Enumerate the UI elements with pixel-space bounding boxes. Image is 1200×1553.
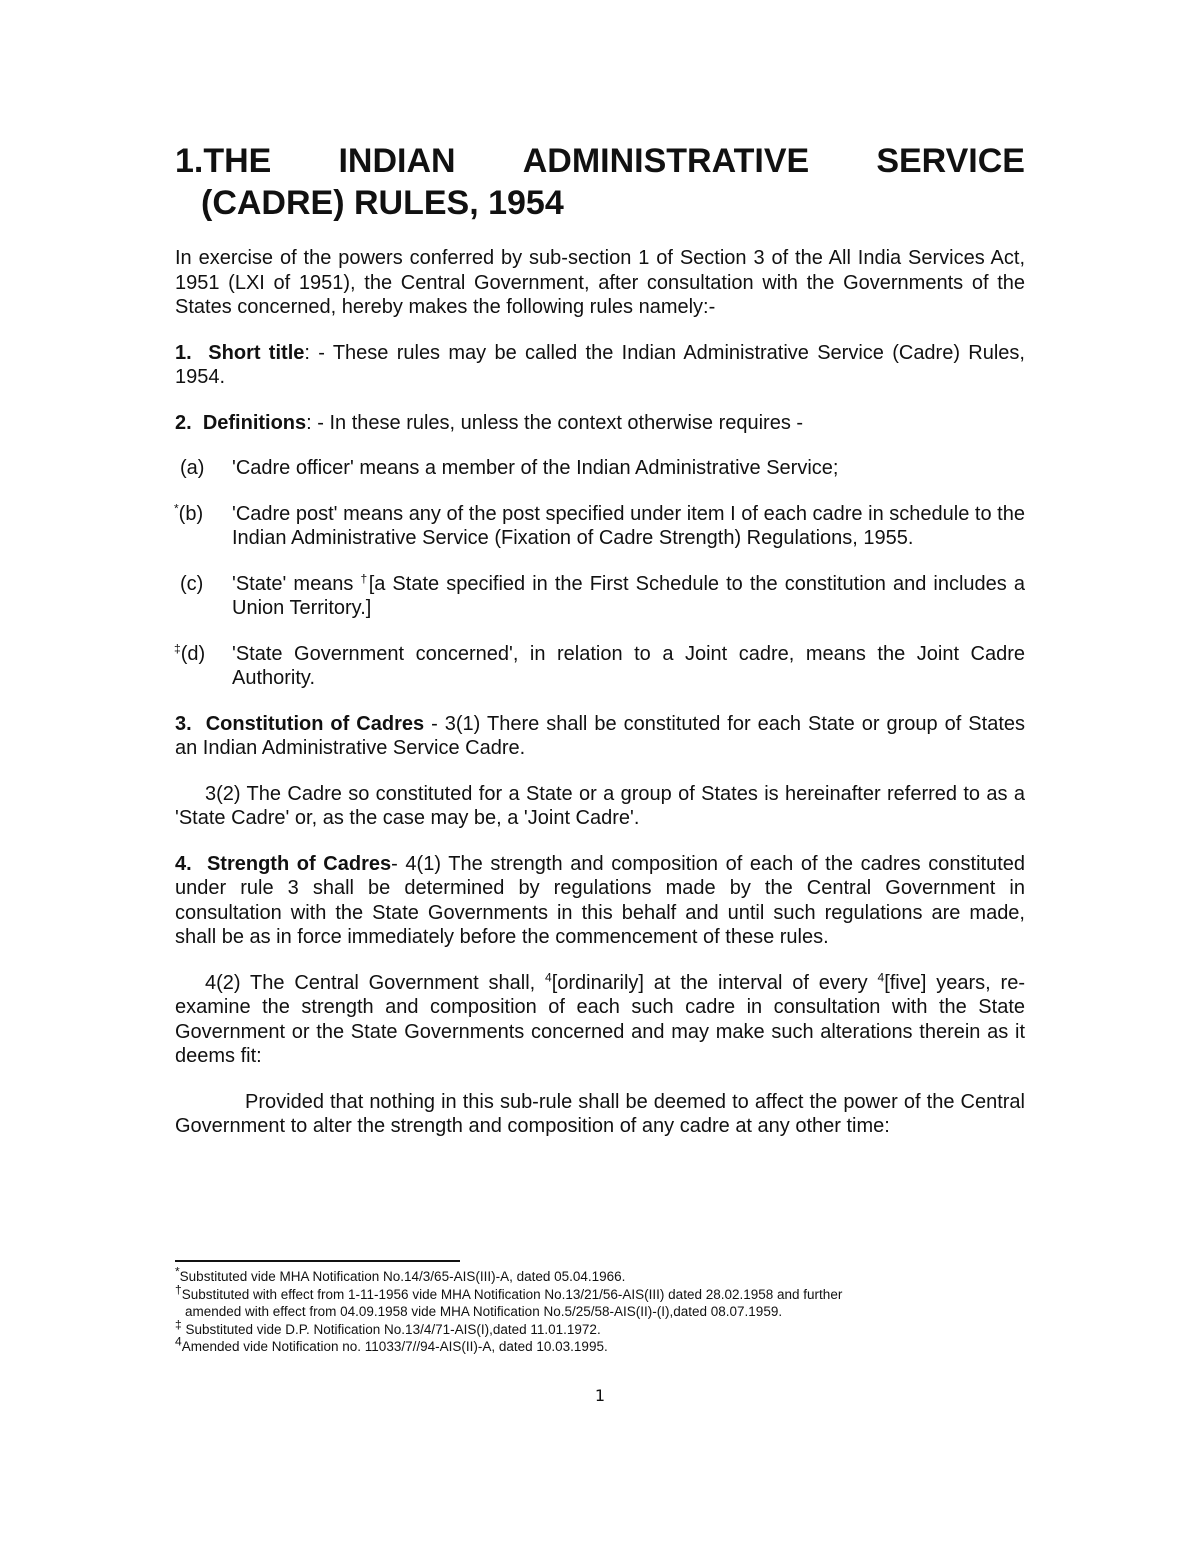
footnote: ‡ Substituted vide D.P. Notification No.13/4/71-AIS(I),dated 11.01.1972.	[175, 1317, 601, 1337]
rule-1	[175, 341, 1025, 390]
item-text: 'State Government concerned', in relation to a Joint cadre, means the Joint Cadre Authority.	[232, 642, 1025, 689]
title-word: SERVICE	[876, 142, 1025, 180]
rule-3-sub-2: 3(2) The Cadre so constituted for a State or a group of States is hereinafter referred to as a 'State Cadre' or, as the case may be, a 'Joint Cadre'.	[175, 782, 1025, 829]
rule-text: : - In these rules, unless the context otherwise requires -	[306, 411, 804, 434]
rule-text: : - These rules may be called the Indian Administrative Service (Cadre) Rules, 1954.	[175, 341, 1025, 388]
rule-4	[175, 852, 1025, 950]
title-word: INDIAN	[338, 142, 456, 180]
footnote: †Substituted with effect from 1-11-1956 vide MHA Notification No.13/21/56-AIS(III) dated 28.02.1958 and further amended with effect from 04.09.1958 vide MHA Notification No.5/25/58-AIS(II)-(I),dated 08.07.1959.	[175, 1282, 843, 1319]
title-word: 1.THE	[175, 142, 272, 180]
definition-item	[175, 502, 1025, 551]
document-page	[175, 140, 1025, 1139]
proviso: Provided that nothing in this sub-rule shall be deemed to affect the power of the Central Government to alter the strength and composition of any cadre at any other time:	[175, 1090, 1025, 1137]
rule-number: 3.	[175, 712, 192, 735]
item-mark: (c)	[180, 572, 204, 595]
rule-number: 1.	[175, 341, 192, 364]
definition-item	[175, 456, 1025, 481]
item-text: 'State' means †[a State specified in the First Schedule to the constitution and includes a Union Territory.]	[232, 570, 1025, 619]
rule-number: 2.	[175, 411, 192, 434]
rule-text: - 4(1) The strength and composition of each of the cadres constituted under rule 3 shall be determined by regulations made by the Central Government in consultation with the State Governments in this behalf and until such regulations are made, shall be as in force immediately before the commencement of these rules.	[175, 852, 1025, 948]
footnotes	[175, 1260, 1025, 1356]
item-mark: (a)	[180, 457, 205, 479]
rule-number: 4.	[175, 852, 192, 875]
title-line-2: (CADRE) RULES, 1954	[201, 184, 564, 222]
footnote: $^4$Amended vide Notification no. 11033/7//94-AIS(II)-A, dated 10.03.1995.	[175, 1334, 608, 1354]
rule-4-sub-2: 4(2) The Central Government shall, $^4$[ordinarily] at the interval of every $^4$[five] years, re-examine the strength and composition of each such cadre in consultation with the State Government or the State Governments concerned and may make such alterations therein as it deems fit:	[175, 969, 1025, 1067]
preamble: In exercise of the powers conferred by sub-section 1 of Section 3 of the All India Services Act, 1951 (LXI of 1951), the Central Government, after consultation with the Governments of the States concerned, hereby makes the following rules namely:-	[175, 247, 1025, 318]
document-title	[175, 140, 1025, 224]
title-line-1	[175, 140, 1025, 182]
rule-text: - 3(1) There shall be constituted for each State or group of States an Indian Administrative Service Cadre.	[175, 712, 1026, 759]
item-mark: ‡(d)	[174, 640, 206, 665]
rule-3	[175, 712, 1025, 761]
item-text: 'Cadre post' means any of the post specified under item I of each cadre in schedule to the Indian Administrative Service (Fixation of Cadre Strength) Regulations, 1955.	[232, 502, 1025, 549]
definition-item	[175, 572, 1025, 621]
rule-heading: Short title	[208, 341, 305, 364]
page-number: 1	[594, 1386, 606, 1405]
item-mark: *(b)	[174, 500, 204, 525]
rule-heading: Definitions	[202, 411, 307, 434]
item-text: 'Cadre officer' means a member of the Indian Administrative Service;	[232, 457, 839, 479]
rule-heading: Strength of Cadres	[206, 852, 392, 875]
rule-2	[175, 411, 1025, 436]
footnote-divider	[175, 1260, 460, 1262]
rule-heading: Constitution of Cadres	[205, 712, 425, 735]
title-word: ADMINISTRATIVE	[522, 142, 810, 180]
definition-item	[175, 642, 1025, 691]
footnote: *Substituted vide MHA Notification No.14/3/65-AIS(III)-A, dated 05.04.1966.	[175, 1264, 626, 1284]
